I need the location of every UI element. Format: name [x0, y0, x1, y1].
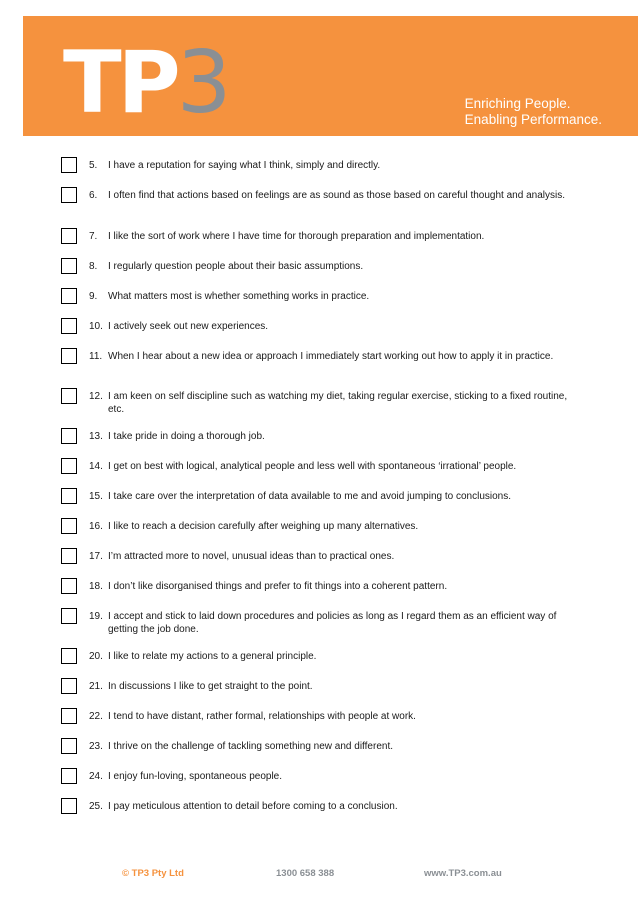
checkbox[interactable] — [61, 518, 77, 534]
item-number: 14. — [89, 461, 103, 472]
item-text: I accept and stick to laid down procedures and policies as long as I regard them as an efficient way of getting the job done. — [108, 611, 557, 635]
logo-main-text: TP — [63, 33, 177, 133]
item-text: When I hear about a new idea or approach I immediately start working out how to apply it in practice. — [108, 351, 554, 362]
item-number: 22. — [89, 711, 103, 722]
checkbox[interactable] — [61, 708, 77, 724]
item-text: I’m attracted more to novel, unusual ideas than to practical ones. — [108, 551, 395, 562]
checkbox[interactable] — [61, 228, 77, 244]
checkbox[interactable] — [61, 318, 77, 334]
header-banner — [23, 16, 638, 136]
checkbox[interactable] — [61, 578, 77, 594]
item-text: I don’t like disorganised things and prefer to fit things into a coherent pattern. — [108, 581, 448, 592]
item-number: 19. — [89, 611, 103, 622]
checkbox[interactable] — [61, 458, 77, 474]
tp3-logo — [63, 33, 232, 133]
footer-copyright: © TP3 Pty Ltd — [122, 868, 184, 879]
item-number: 21. — [89, 681, 103, 692]
item-text: I often find that actions based on feelings are as sound as those based on careful thought and analysis. — [108, 190, 565, 201]
checkbox[interactable] — [61, 388, 77, 404]
item-number: 7. — [89, 231, 98, 242]
checkbox[interactable] — [61, 428, 77, 444]
item-text: I pay meticulous attention to detail before coming to a conclusion. — [108, 801, 398, 812]
item-number: 5. — [89, 160, 98, 171]
item-number: 11. — [89, 351, 103, 362]
item-number: 23. — [89, 741, 103, 752]
checkbox[interactable] — [61, 258, 77, 274]
checkbox[interactable] — [61, 768, 77, 784]
checkbox[interactable] — [61, 157, 77, 173]
logo-digit: 3 — [176, 33, 232, 133]
footer-website: www.TP3.com.au — [424, 868, 502, 879]
checkbox[interactable] — [61, 348, 77, 364]
tagline-line-1: Enriching People. — [464, 96, 571, 111]
item-number: 10. — [89, 321, 103, 332]
item-number: 8. — [89, 261, 98, 272]
checkbox[interactable] — [61, 548, 77, 564]
footer-phone: 1300 658 388 — [276, 868, 335, 879]
item-text: I enjoy fun-loving, spontaneous people. — [108, 771, 283, 782]
item-text: I thrive on the challenge of tackling something new and different. — [108, 741, 393, 752]
item-number: 16. — [89, 521, 103, 532]
item-text: I take care over the interpretation of data available to me and avoid jumping to conclusions. — [108, 491, 512, 502]
item-number: 12. — [89, 391, 103, 402]
item-number: 25. — [89, 801, 103, 812]
item-text: I get on best with logical, analytical people and less well with spontaneous ‘irrational’ people. — [108, 461, 517, 472]
item-text: I like to reach a decision carefully after weighing up many alternatives. — [108, 521, 419, 532]
item-text: I have a reputation for saying what I think, simply and directly. — [108, 160, 381, 171]
item-text: I tend to have distant, rather formal, relationships with people at work. — [108, 711, 416, 722]
tagline — [465, 96, 602, 128]
checkbox[interactable] — [61, 738, 77, 754]
checkbox[interactable] — [61, 608, 77, 624]
footer — [0, 868, 638, 882]
item-number: 6. — [89, 190, 98, 201]
checkbox[interactable] — [61, 288, 77, 304]
item-number: 24. — [89, 771, 103, 782]
tagline-line-2: Enabling Performance. — [464, 112, 602, 127]
item-text: I am keen on self discipline such as watching my diet, taking regular exercise, sticking to a fixed routine, etc. — [108, 391, 568, 415]
item-number: 13. — [89, 431, 103, 442]
item-text: I like to relate my actions to a general principle. — [108, 651, 317, 662]
checkbox[interactable] — [61, 187, 77, 203]
item-number: 9. — [89, 291, 98, 302]
item-number: 17. — [89, 551, 103, 562]
checkbox[interactable] — [61, 798, 77, 814]
item-number: 18. — [89, 581, 103, 592]
item-text: I actively seek out new experiences. — [108, 321, 269, 332]
checkbox[interactable] — [61, 488, 77, 504]
checkbox[interactable] — [61, 648, 77, 664]
item-number: 15. — [89, 491, 103, 502]
item-text: In discussions I like to get straight to the point. — [108, 681, 313, 692]
checkbox[interactable] — [61, 678, 77, 694]
item-text: I take pride in doing a thorough job. — [108, 431, 265, 442]
item-number: 20. — [89, 651, 103, 662]
item-text: What matters most is whether something works in practice. — [108, 291, 370, 302]
item-text: I like the sort of work where I have time for thorough preparation and implementation. — [108, 231, 485, 242]
item-text: I regularly question people about their basic assumptions. — [108, 261, 364, 272]
